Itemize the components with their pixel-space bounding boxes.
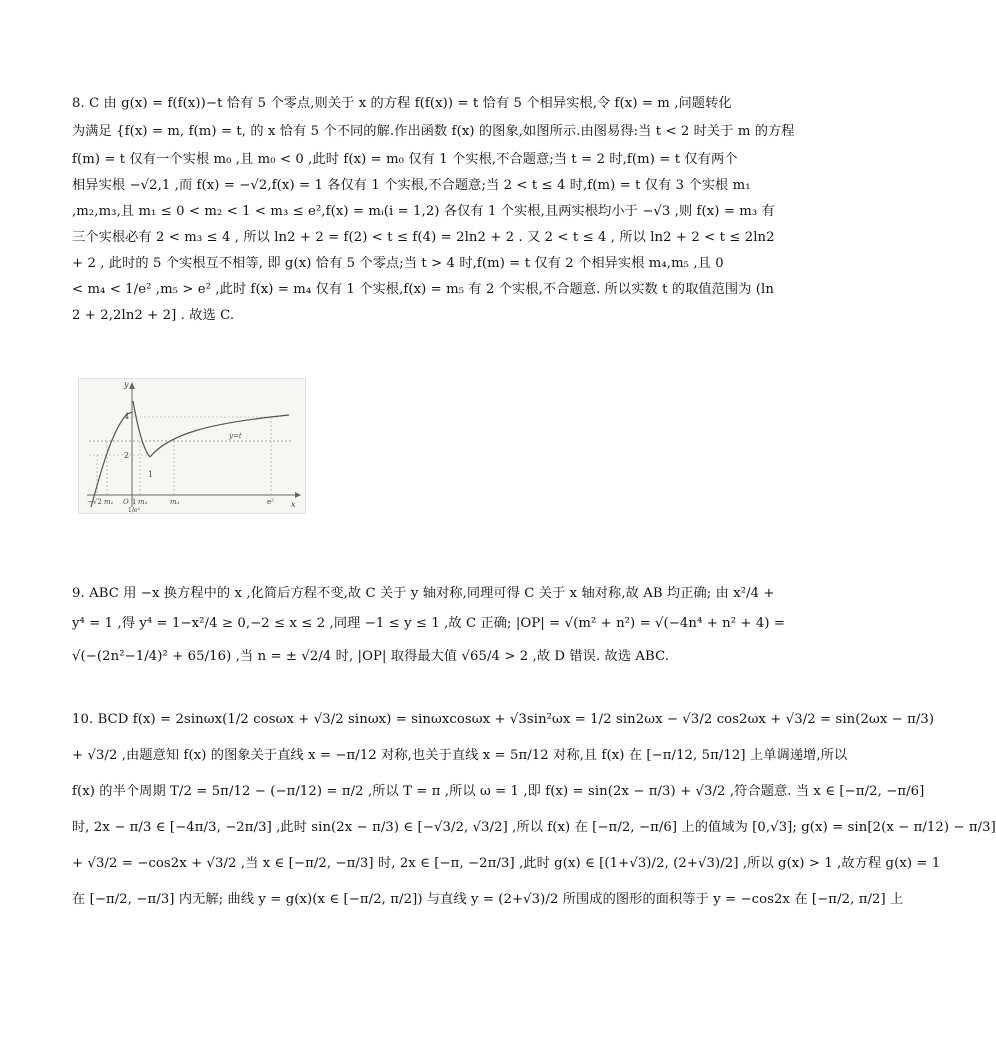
text-line: 10. BCD f(x) = 2sinωx(1/2 cosωx + √3/2 sinωx) = sinωxcosωx + √3sin²ωx = 1/2 sin2ωx − √3/2 cos2ωx + √3/2 = sin(2ωx − π/3) — [72, 712, 935, 727]
y-axis-arrow — [129, 382, 135, 389]
text-line: + √3/2 = −cos2x + √3/2 ,当 x ∈ [−π/2, −π/3] 时, 2x ∈ [−π, −2π/3] ,此时 g(x) ∈ [(1+√3)/2, (2+√3)/2] ,所以 g(x) > 1 ,故方程 g(x) = 1 — [72, 856, 941, 871]
y-axis-label: y — [124, 380, 129, 389]
x-mark-m2: m₂ — [138, 498, 148, 506]
text-line: f(m) = t 仅有一个实根 m₀ ,且 m₀ < 0 ,此时 f(x) = m₀ 仅有 1 个实根,不合题意;当 t = 2 时,f(m) = t 仅有两个 — [72, 152, 738, 167]
text-line: 在 [−π/2, −π/3] 内无解; 曲线 y = g(x)(x ∈ [−π/2, π/2]) 与直线 y = (2+√3)/2 所围成的图形的面积等于 y = −cos2x 在 [−π/2, π/2] 上 — [72, 892, 904, 907]
y-tick-1: 1 — [148, 470, 154, 479]
x-axis-arrow — [295, 492, 301, 498]
text-line: ,m₂,m₃,且 m₁ ≤ 0 < m₂ < 1 < m₃ ≤ e²,f(x) = mᵢ(i = 1,2) 各仅有 1 个实根,且两实根均小于 −√3 ,则 f(x) = m₃ 有 — [72, 204, 775, 219]
function-graph — [79, 379, 305, 513]
curve-right-branch — [150, 415, 289, 457]
curve-label: y=t — [229, 432, 242, 440]
x-axis-label: x — [291, 500, 296, 509]
text-line: < m₄ < 1/e² ,m₅ > e² ,此时 f(x) = m₄ 仅有 1 个实根,f(x) = m₅ 有 2 个实根,不合题意. 所以实数 t 的取值范围为 (ln — [72, 282, 774, 297]
text-line: y⁴ = 1 ,得 y⁴ = 1−x²/4 ≥ 0,−2 ≤ x ≤ 2 ,同理 −1 ≤ y ≤ 1 ,故 C 正确; |OP| = √(m² + n²) = √(−4n⁴ + n² + 4) = — [72, 616, 786, 631]
text-line: 9. ABC 用 −x 换方程中的 x ,化简后方程不变,故 C 关于 y 轴对称,同理可得 C 关于 x 轴对称,故 AB 均正确; 由 x²/4 + — [72, 586, 775, 601]
curve-middle-branch — [133, 401, 150, 457]
x-mark-m3: m₃ — [170, 498, 180, 506]
x-mark-m1: m₁ — [104, 498, 114, 506]
x-mark-1: 1 — [132, 498, 137, 506]
text-line: f(x) 的半个周期 T/2 = 5π/12 − (−π/12) = π/2 ,所以 T = π ,所以 ω = 1 ,即 f(x) = sin(2x − π/3) + √3/2 ,符合题意. 当 x ∈ [−π/2, −π/6] — [72, 784, 925, 799]
x-mark-inv-e2: 1/e² — [128, 507, 140, 514]
text-line: 相异实根 −√2,1 ,而 f(x) = −√2,f(x) = 1 各仅有 1 个实根,不合题意;当 2 < t ≤ 4 时,f(m) = t 仅有 3 个实根 m₁ — [72, 178, 751, 193]
text-line: + √3/2 ,由题意知 f(x) 的图象关于直线 x = −π/12 对称,也关于直线 x = 5π/12 对称,且 f(x) 在 [−π/12, 5π/12] 上单调递增,所以 — [72, 748, 848, 763]
x-mark-neg-root2: −√2 — [87, 498, 102, 506]
text-line: 2 + 2,2ln2 + 2] . 故选 C. — [72, 308, 235, 323]
problem-9-solution — [72, 579, 786, 675]
text-line: 三个实根必有 2 < m₃ ≤ 4 , 所以 ln2 + 2 = f(2) < t ≤ f(4) = 2ln2 + 2 . 又 2 < t ≤ 4 , 所以 ln2 + 2 < t ≤ 2ln2 — [72, 230, 775, 245]
y-tick-4: 4 — [124, 412, 130, 421]
problem-8-solution — [72, 91, 795, 329]
text-line: 时, 2x − π/3 ∈ [−4π/3, −2π/3] ,此时 sin(2x − π/3) ∈ [−√3/2, √3/2] ,所以 f(x) 在 [−π/2, −π/6] 上的值域为 [0,√3]; g(x) = sin[2(x − π/12) − π/3] — [72, 820, 996, 835]
problem-10-solution — [72, 702, 996, 918]
x-mark-origin: O — [123, 498, 129, 506]
text-line: √(−(2n²−1/4)² + 65/16) ,当 n = ± √2/4 时, |OP| 取得最大值 √65/4 > 2 ,故 D 错误. 故选 ABC. — [72, 649, 670, 664]
text-line: 8. C 由 g(x) = f(f(x))−t 恰有 5 个零点,则关于 x 的方程 f(f(x)) = t 恰有 5 个相异实根,令 f(x) = m ,问题转化 — [72, 96, 732, 111]
text-line: + 2 , 此时的 5 个实根互不相等, 即 g(x) 恰有 5 个零点;当 t > 4 时,f(m) = t 仅有 2 个相异实根 m₄,m₅ ,且 0 — [72, 256, 724, 271]
function-graph-figure — [78, 378, 306, 514]
y-tick-2: 2 — [124, 451, 130, 460]
x-mark-e2: e² — [267, 498, 274, 506]
text-line: 为满足 {f(x) = m, f(m) = t, 的 x 恰有 5 个不同的解.作出函数 f(x) 的图象,如图所示.由图易得:当 t < 2 时关于 m 的方程 — [72, 124, 795, 139]
